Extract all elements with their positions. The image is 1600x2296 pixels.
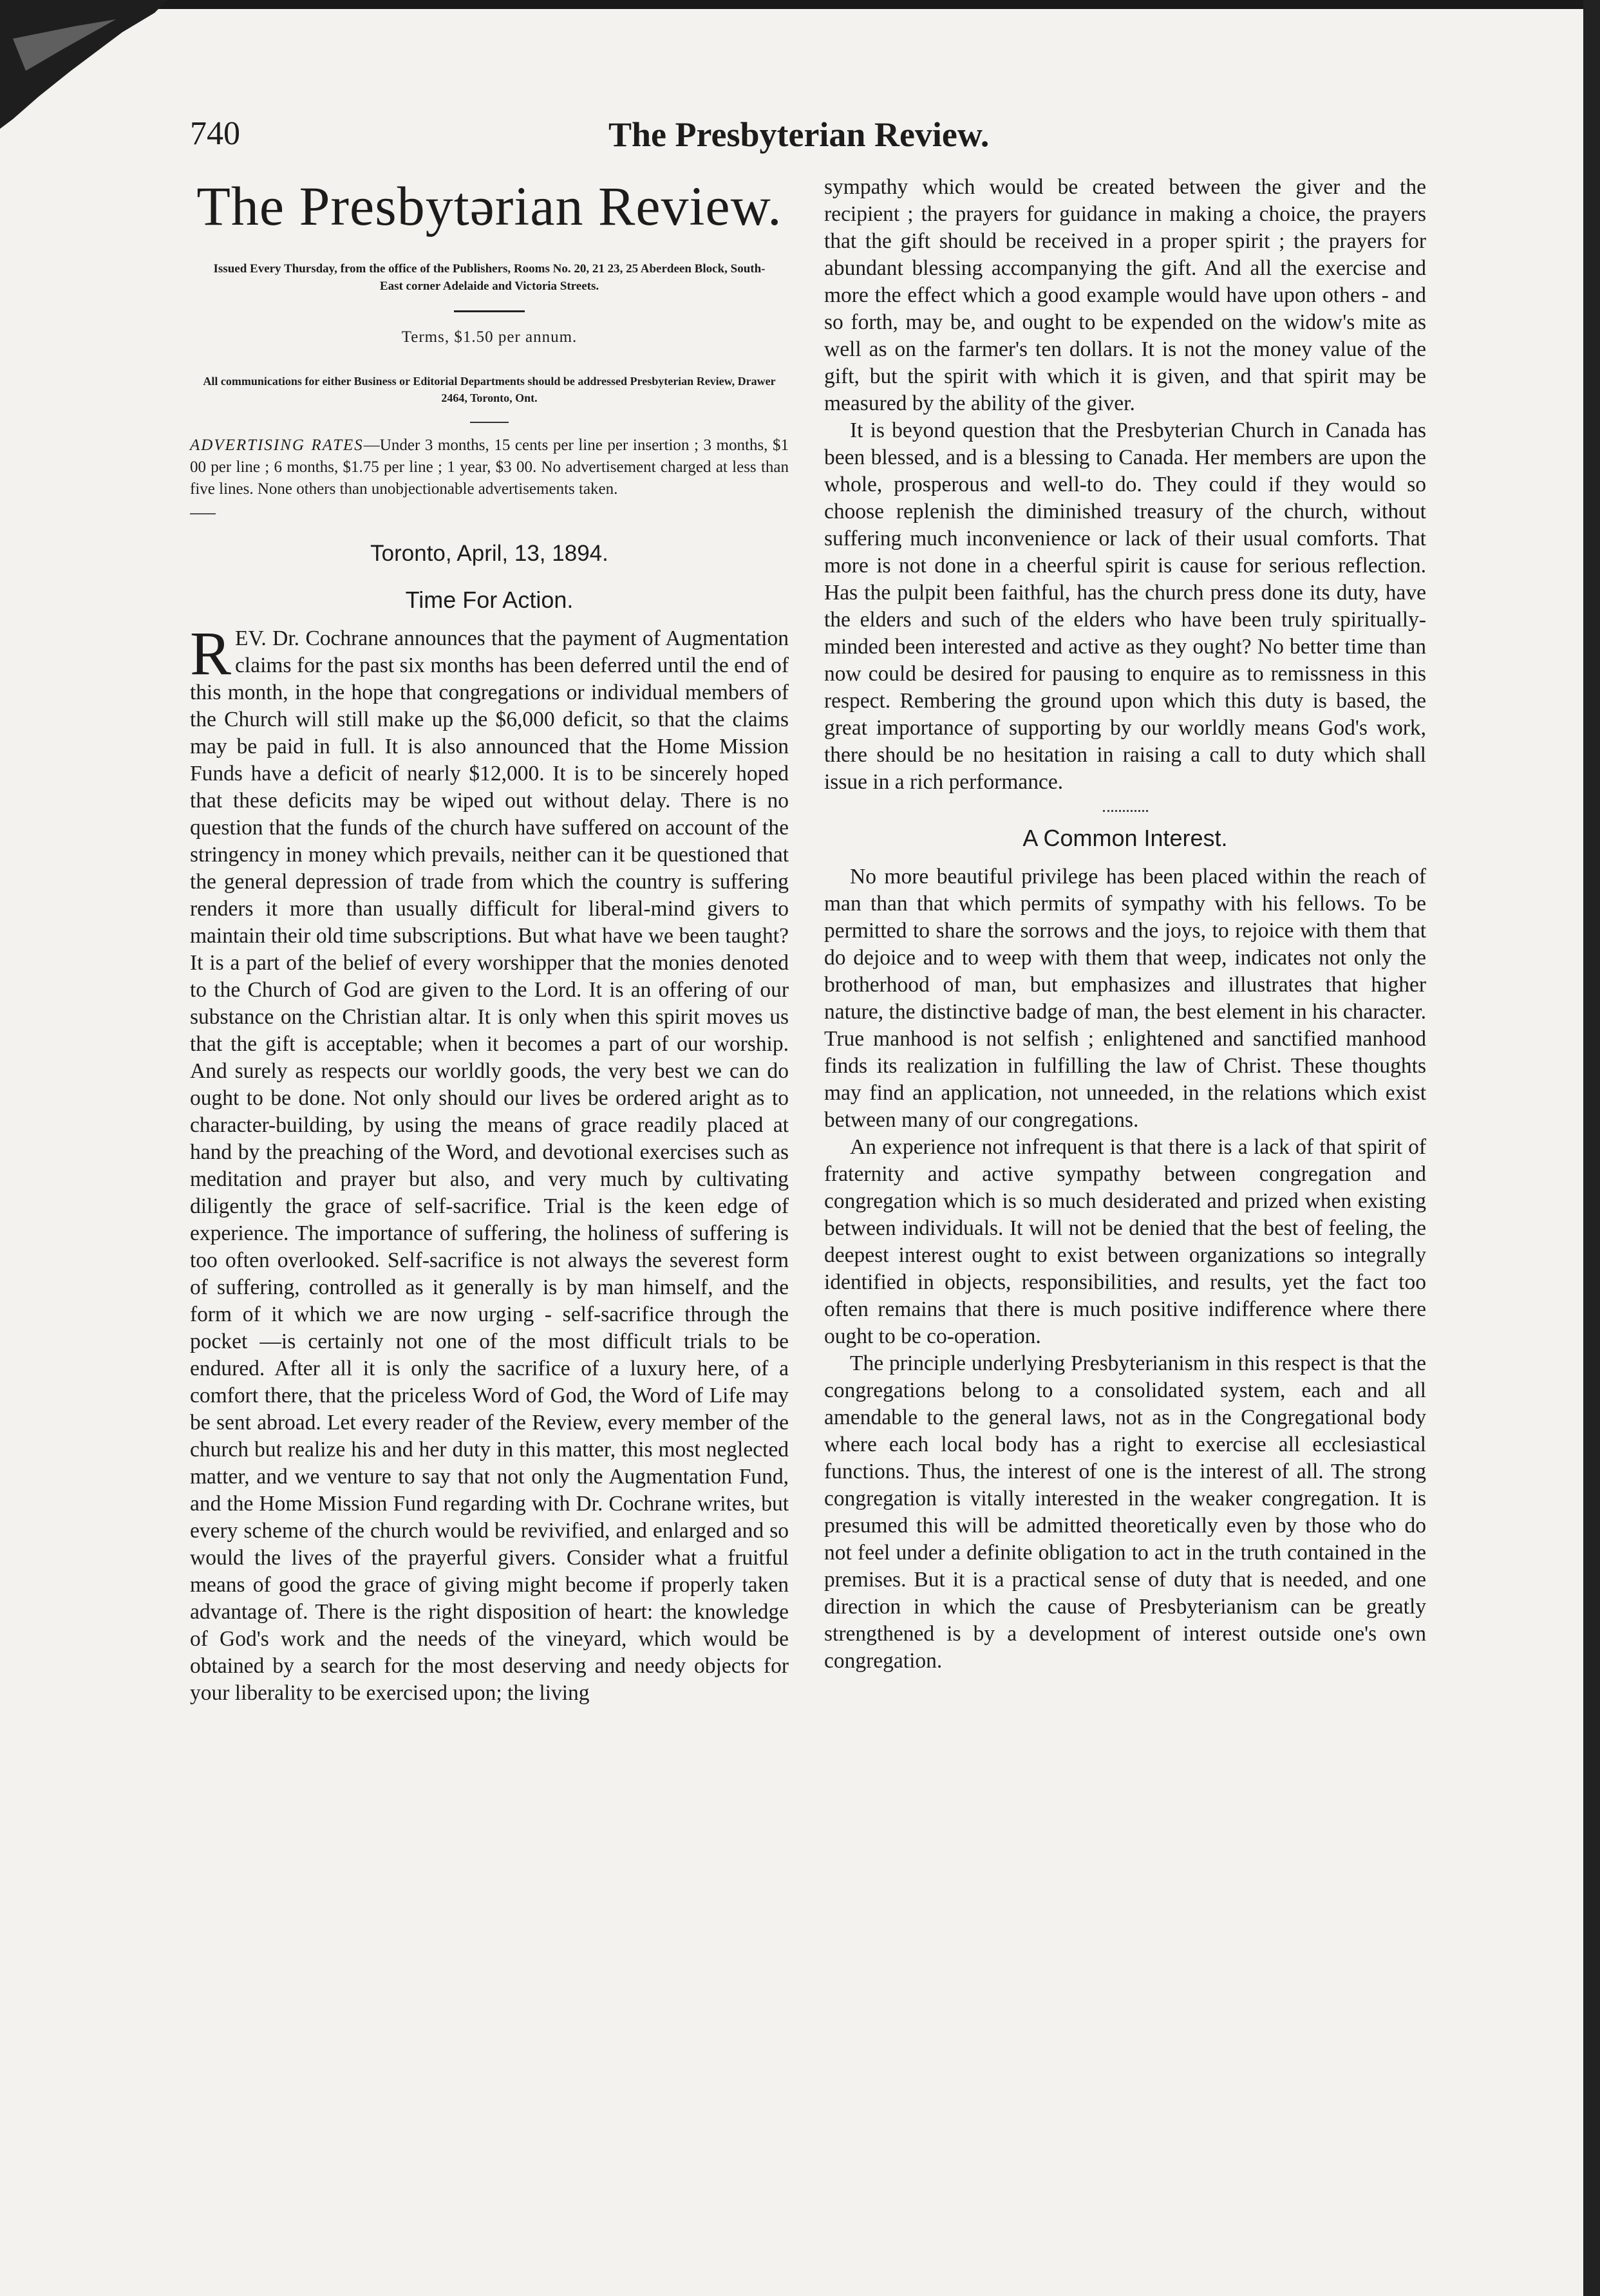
- right-column: [824, 174, 1426, 1675]
- divider: [190, 513, 216, 514]
- running-head: [190, 115, 1439, 160]
- scan-edge-right: [1583, 0, 1600, 2296]
- dateline: Toronto, April, 13, 1894.: [370, 541, 608, 566]
- masthead-title: The Presbytərian Review.: [196, 175, 782, 237]
- divider: [454, 310, 525, 312]
- scan-edge-top: [0, 0, 1600, 9]
- advertising-rates: [190, 435, 789, 500]
- advertising-rates-text: —Under 3 months, 15 cents per line per insertion ; 3 months, $1 00 per line ; 6 months, $1.75 per line ; 1 year, $3 00. No advertisement charged at less than five lines. None others than unobjectionable advertisements taken.: [190, 437, 789, 498]
- divider: [470, 422, 509, 423]
- article-paragraph: It is beyond question that the Presbyterian Church in Canada has been blessed, and is a blessing to Canada. Her members are upon the whole, prosperous and well-to do. They could if they would so choose replenish the diminished treasury of the church, without suffering much inconvenience or lack of their usual comforts. That more is not done in a cheerful spirit is cause for serious reflection. Has the pulpit been faithful, has the church press done its duty, have the elders and such of the elders who have been truly spiritually-minded been interested and active as they ought? No better time than now could be desired for pausing to enquire as to remissness in this respect. Rembering the ground upon which this duty is based, the great importance of supporting by our worldly means God's work, there should be no hesitation in raising a call to duty which shall issue in a rich performance.: [824, 419, 1426, 794]
- article-title-common-interest: A Common Interest.: [1022, 825, 1228, 851]
- advertising-rates-lead: ADVERTISING RATES: [190, 437, 364, 454]
- section-separator: [1103, 810, 1148, 812]
- running-title: The Presbyterian Review.: [608, 115, 990, 154]
- communications-notice: All communications for either Business or Editorial Departments should be addressed Presbyterian Review, Drawer 2464, Toronto, Ont.: [203, 375, 776, 404]
- article-paragraph: The principle underlying Presbyterianism in this respect is that the congregations belong to a consolidated system, each and all amendable to the general laws, not as in the Congregational body where each local body has a right to exercise all ecclesiastical functions. Thus, the interest of one is the interest of all. The strong congregation is vitally interested in the weaker congregation. It is presumed this will be admitted theoretically even by those who do not feel under a definite obligation to act in the truth contained in the premises. But it is a practical sense of duty that is needed, and one direction in which the cause of Presbyterianism can be greatly strengthened is by a development of interest outside one's own congregation.: [824, 1351, 1426, 1673]
- publication-info: Issued Every Thursday, from the office of the Publishers, Rooms No. 20, 21 23, 25 Aberdeen Block, South-East corner Adelaide and Victoria Streets.: [213, 262, 766, 293]
- page-number: 740: [190, 115, 240, 152]
- article-paragraph-continued: sympathy which would be created between the giver and the recipient ; the prayers for guidance in making a choice, the prayers that the gift should be received in a proper spirit ; the prayers for abundant blessing accompanying the gift. And all the exercise and more the effect which a good example would have upon others - and so forth, may be, and ought to be expended on the widow's mite as well as on the farmer's ten dollars. It is not the money value of the gift, but the spirit with which it is given, and that spirit may be measured by the ability of the giver.: [824, 175, 1426, 415]
- left-column: [190, 174, 789, 1707]
- article-paragraph: No more beautiful privilege has been placed within the reach of man than that which permits of sympathy with his fellows. To be permitted to share the sorrows and the joys, to rejoice with them that do dejoice and to weep with them that weep, indicates not only the brotherhood of man, but emphasizes and illustrates that higher nature, the distinctive badge of man, the best element in his character. True manhood is not selfish ; enlightened and sanctified manhood finds its realization in fulfilling the law of Christ. These thoughts may find an application, not unneeded, in the relations which exist between many of our congregations.: [824, 865, 1426, 1132]
- subscription-terms: Terms, $1.50 per annum.: [401, 328, 578, 346]
- article-paragraph: [190, 619, 789, 1707]
- article-title-time-for-action: Time For Action.: [405, 587, 574, 613]
- article-paragraph: An experience not infrequent is that there is a lack of that spirit of fraternity and active sympathy between congregation and congregation which is so much desiderated and prized when existing between individuals. It will not be denied that the best of feeling, the deepest interest ought to exist between organizations so integrally identified in objects, responsibilities, and results, yet the fact too often remains that there is much positive indifference where there ought to be co-operation.: [824, 1135, 1426, 1348]
- torn-corner-icon: [0, 0, 167, 129]
- article-text: EV. Dr. Cochrane announces that the payment of Augmentation claims for the past six months has been deferred until the end of this month, in the hope that congregations or individual members of the Church will still make up the $6,000 deficit, so that the claims may be paid in full. It is also announced that the Home Mission Funds have a deficit of nearly $12,000. It is to be sincerely hoped that these deficits may be wiped out without delay. There is no question that the funds of the church have suffered on account of the stringency in money which prevails, neither can it be questioned that the general depression of trade from which the country is suffering renders it more than usually difficult for liberal-mind givers to maintain their old time subscriptions. But what have we been taught? It is a part of the belief of every worshipper that the monies denoted to the Church of God are given to the Lord. It is an offering of our substance on the Christian altar. It is only when this spirit moves us that the gift is acceptable; when it becomes a part of our worship. And surely as respects our worldly goods, the very best we can do ought to be done. Not only should our lives be ordered aright as to character-building, by using the means of grace readily placed at hand by the preaching of the Word, and devotional exercises such as meditation and prayer but also, and very much by cultivating diligently the grace of self-sacrifice. Trial is the keen edge of experience. The importance of suffering, the holiness of suffering is too often overlooked. Self-sacrifice is not always the severest form of suffering, controlled as it generally is by man himself, and the form of it which we are now urging - self-sacrifice through the pocket —is certainly not one of the most difficult trials to be endured. After all it is only the sacrifice of a luxury here, of a comfort there, that the priceless Word of God, the Word of Life may be sent abroad. Let every reader of the Review, every member of the church but realize his and her duty in this matter, this most neglected matter, and we venture to say that not only the Augmentation Fund, and the Home Mission Fund regarding with Dr. Cochrane writes, but every scheme of the church would be revivified, and enlarged and so would the lives of the prayerful givers. Consider what a fruitful means of good the grace of giving might become if properly taken advantage of. There is the right disposition of heart: the knowledge of God's work and the needs of the vineyard, which would be obtained by a search for the most deserving and needy objects for your liberality to be exercised upon; the living: [190, 626, 789, 1705]
- drop-cap: R: [190, 619, 232, 688]
